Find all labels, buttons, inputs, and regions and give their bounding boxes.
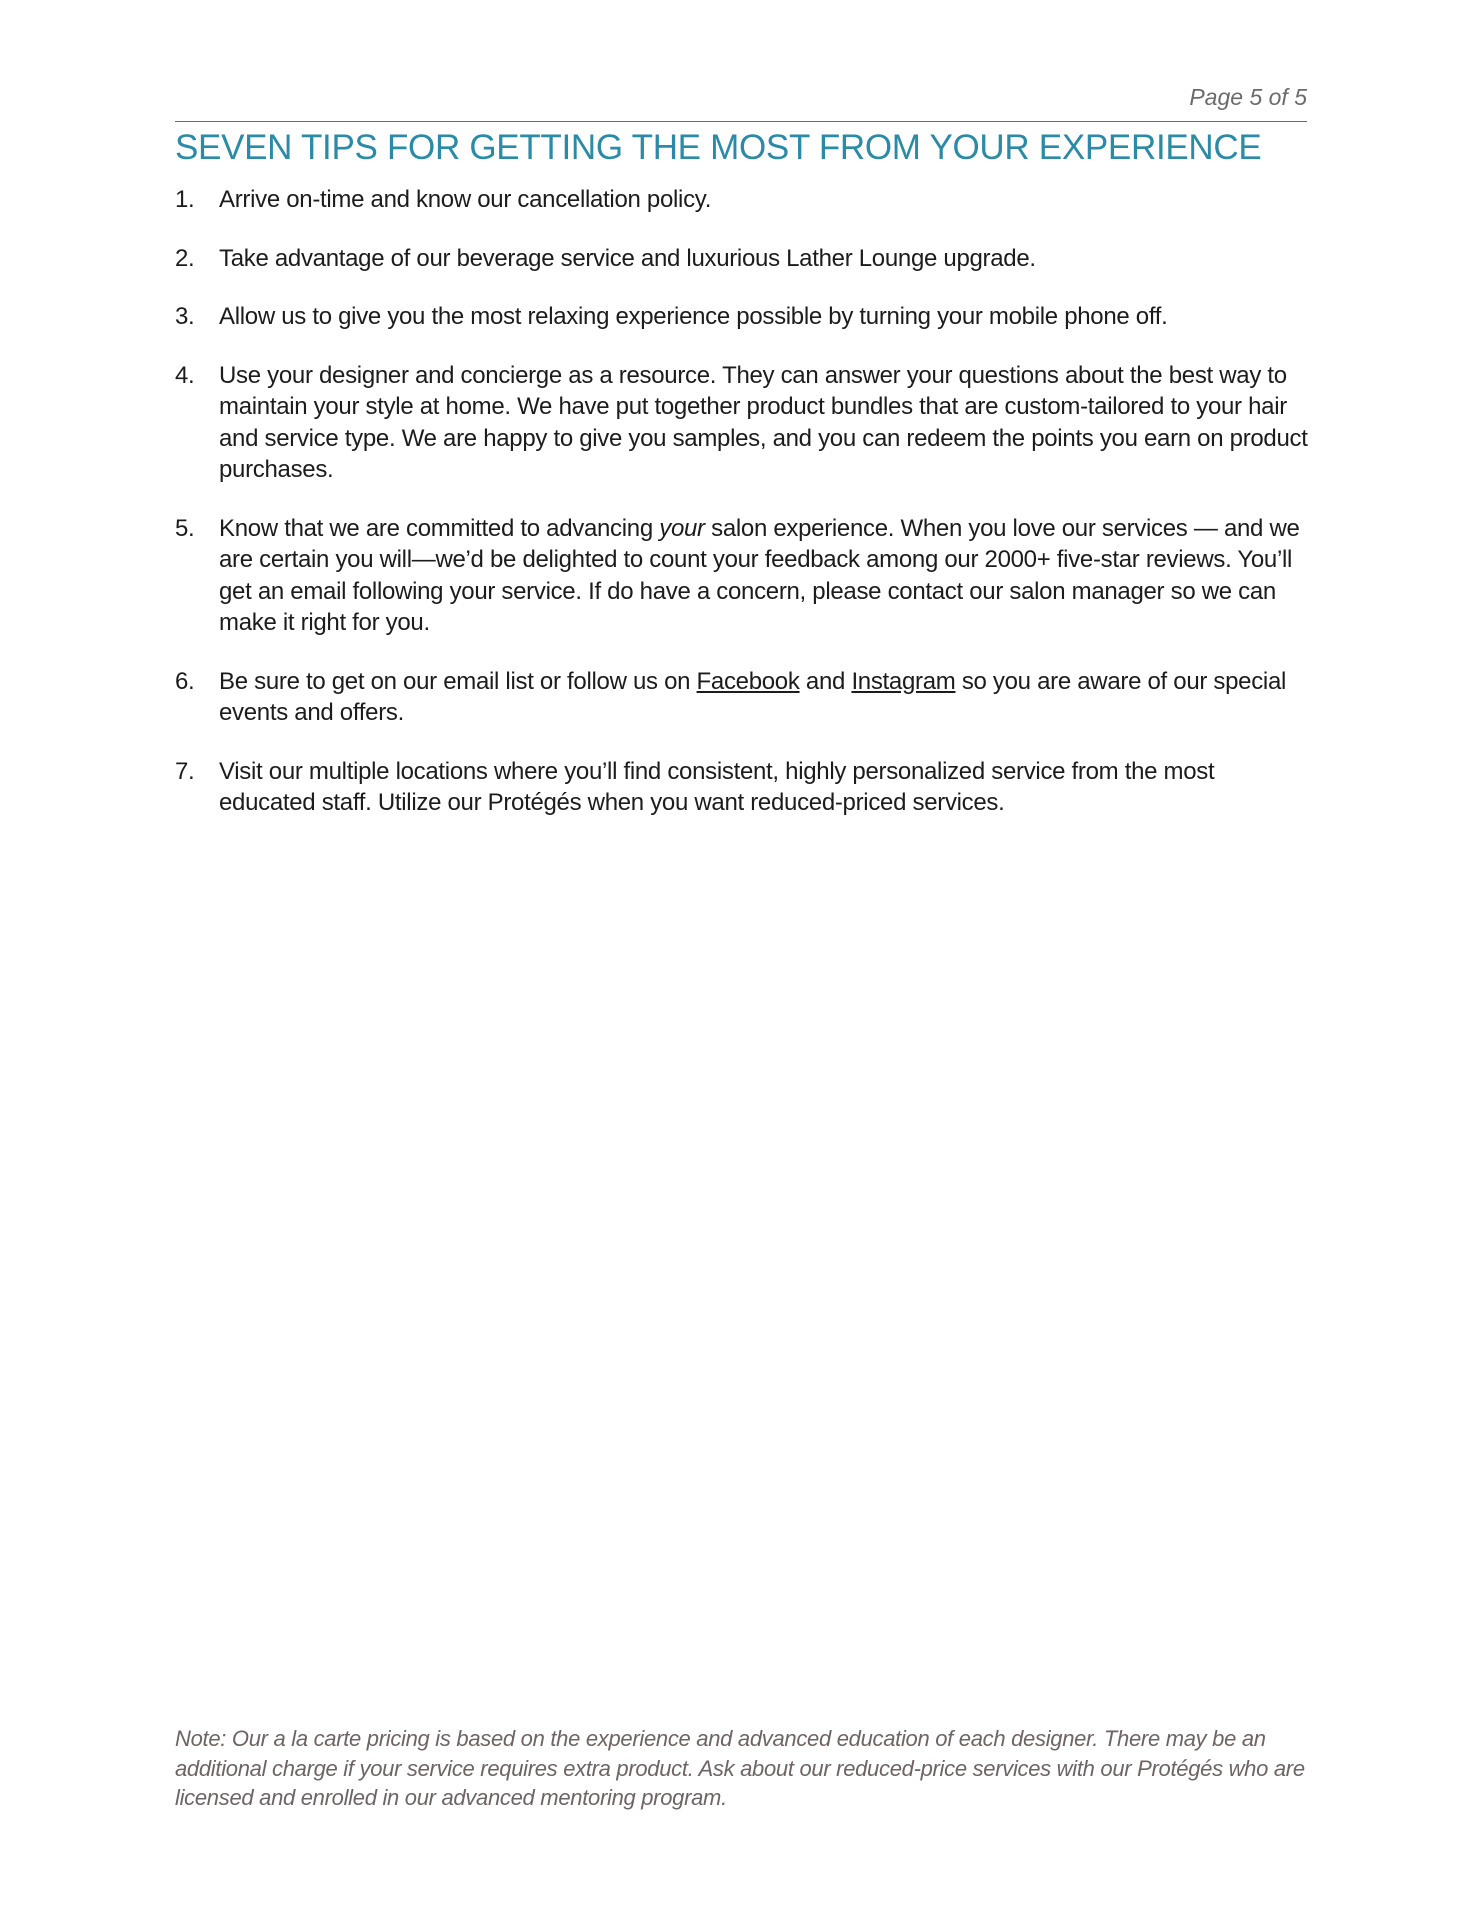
tip-item-7: [175, 756, 1310, 819]
header-divider: [175, 121, 1307, 122]
tip-item-3: [175, 301, 1310, 333]
tip-text: Arrive on-time and know our cancellation policy.: [219, 186, 712, 213]
tip-number: 5.: [175, 514, 195, 542]
tip-number: 6.: [175, 667, 195, 695]
tip-text: Allow us to give you the most relaxing experience possible by turning your mobile phone off.: [219, 303, 1168, 330]
tip-number: 7.: [175, 757, 195, 785]
page-title: SEVEN TIPS FOR GETTING THE MOST FROM YOUR EXPERIENCE: [175, 128, 1262, 167]
tip-text: so you are aware of our special events and offers.: [219, 667, 1287, 726]
tip-text: salon experience. When you love our services — and we are certain you will—we’d be delighted to count your feedback among our 2000+ five-star reviews. You’ll get an email following your service. If do have a concern, please contact our salon manager so we can make it right for you.: [219, 514, 1300, 636]
pricing-note: Note: Our a la carte pricing is based on the experience and advanced education of each designer. There may be an additional charge if your service requires extra product. Ask about our reduced-price services with our Protégés who are licensed and enrolled in our advanced mentoring program.: [175, 1726, 1305, 1810]
facebook-link[interactable]: Facebook: [696, 667, 800, 695]
tip-text: and: [799, 667, 852, 695]
page-number: Page 5 of 5: [1189, 84, 1307, 110]
tip-item-6: [175, 666, 1310, 729]
tip-item-5: [175, 513, 1310, 639]
tip-number: 4.: [175, 361, 195, 389]
tip-number: 1.: [175, 186, 195, 213]
tips-list: [175, 184, 1310, 846]
tip-text: Take advantage of our beverage service and luxurious Lather Lounge upgrade.: [219, 244, 1036, 272]
instagram-link[interactable]: Instagram: [851, 667, 956, 695]
tip-text: Visit our multiple locations where you’ll find consistent, highly personalized service from the most educated staff. Utilize our Protégés when you want reduced-priced services.: [219, 757, 1215, 816]
tip-item-1: [175, 184, 1310, 216]
tip-number: 2.: [175, 244, 195, 272]
tip-item-4: [175, 360, 1310, 486]
tip-text: Know that we are committed to advancing: [219, 514, 660, 542]
tip-item-2: [175, 243, 1310, 275]
tip-text: Be sure to get on our email list or follow us on: [219, 667, 697, 695]
tip-number: 3.: [175, 303, 195, 330]
tip-text: Use your designer and concierge as a resource. They can answer your questions about the best way to maintain your style at home. We have put together product bundles that are custom-tailored to your hair and service type. We are happy to give you samples, and you can redeem the points you earn on product purchases.: [219, 361, 1308, 483]
tip-emphasis: your: [659, 514, 705, 542]
